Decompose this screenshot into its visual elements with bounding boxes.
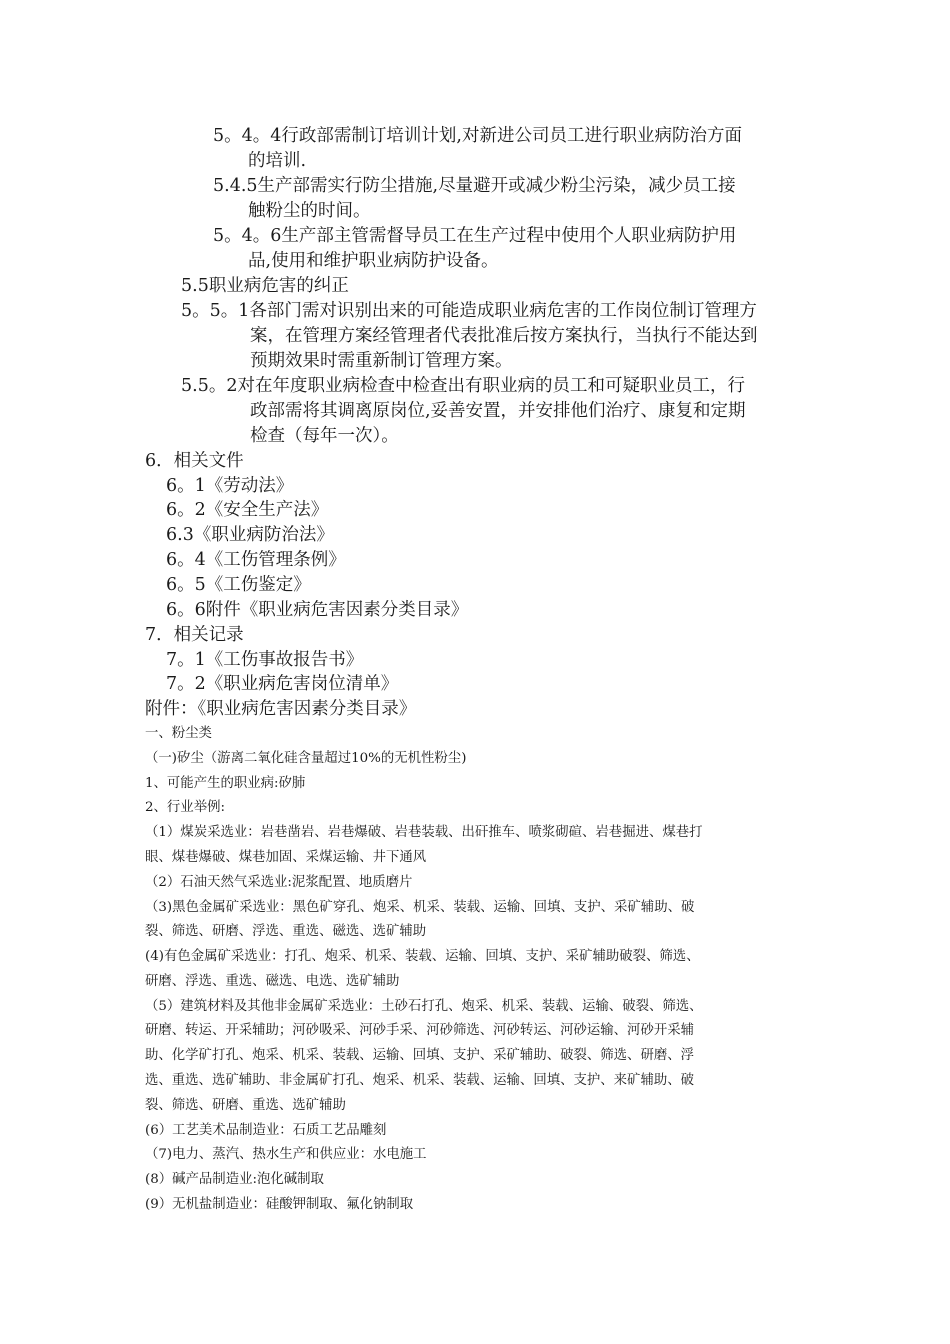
appendix-line: 裂、筛选、研磨、重选、选矿辅助	[145, 1098, 346, 1113]
appendix-line: 眼、煤巷爆破、煤巷加固、采煤运输、井下通风	[145, 850, 427, 865]
appendix-line: （5）建筑材料及其他非金属矿采选业：土砂石打孔、炮采、机采、装载、运输、破裂、筛选、	[145, 999, 703, 1014]
appendix-line: 2、行业举例:	[145, 800, 225, 815]
heading-section-7: 7．相关记录	[145, 625, 244, 645]
section6-item-1: 6。1《劳动法》	[166, 476, 294, 496]
section6-item-4: 6。4《工伤管理条例》	[166, 550, 346, 570]
appendix-line: (6）工艺美术品制造业：石质工艺品雕刻	[145, 1123, 387, 1138]
item-5-4-4-line-1: 5。4。4行政部需制订培训计划,对新进公司员工进行职业病防治方面	[213, 126, 742, 146]
appendix-line: (8）碱产品制造业:泡化碱制取	[145, 1172, 324, 1187]
appendix-line: 1、可能产生的职业病:矽肺	[145, 776, 306, 791]
appendix-line: (4)有色金属矿采选业：打孔、炮采、机采、装载、运输、回填、支护、采矿辅助破裂、筛选、	[145, 949, 700, 964]
heading-section-6: 6．相关文件	[145, 451, 244, 471]
item-5-4-4-line-2: 的培训.	[248, 151, 307, 171]
item-5-5-2-line-3: 检查（每年一次）。	[250, 426, 399, 446]
item-5-5-1-line-2: 案，在管理方案经管理者代表批准后按方案执行，当执行不能达到	[250, 326, 758, 346]
section6-item-5: 6。5《工伤鉴定》	[166, 575, 311, 595]
appendix-line: （7)电力、蒸汽、热水生产和供应业：水电施工	[145, 1147, 427, 1162]
appendix-line: 研磨、转运、开采辅助；河砂吸采、河砂手采、河砂筛选、河砂转运、河砂运输、河砂开采辅	[145, 1023, 695, 1038]
item-5-5-1-line-1: 5。5。1各部门需对识别出来的可能造成职业病危害的工作岗位制订管理方	[181, 301, 757, 321]
item-5-4-5-line-1: 5.4.5生产部需实行防尘措施,尽量避开或减少粉尘污染，减少员工接	[213, 176, 736, 196]
heading-5-5: 5.5职业病危害的纠正	[181, 276, 349, 296]
section7-item-1: 7。1《工伤事故报告书》	[166, 650, 364, 670]
item-5-4-6-line-1: 5。4。6生产部主管需督导员工在生产过程中使用个人职业病防护用	[213, 226, 737, 246]
appendix-line: 裂、筛选、研磨、浮选、重选、磁选、选矿辅助	[145, 924, 427, 939]
item-5-5-1-line-3: 预期效果时需重新制订管理方案。	[250, 351, 513, 371]
item-5-5-2-line-1: 5.5。2对在年度职业病检查中检查出有职业病的员工和可疑职业员工，行	[181, 376, 745, 396]
item-5-4-6-line-2: 品,使用和维护职业病防护设备。	[248, 251, 499, 271]
item-5-5-2-line-2: 政部需将其调离原岗位,妥善安置，并安排他们治疗、康复和定期	[250, 401, 746, 421]
appendix-line: （3)黑色金属矿采选业：黑色矿穿孔、炮采、机采、装载、运输、回填、支护、采矿辅助、破	[145, 900, 695, 915]
appendix-line: 一、粉尘类	[145, 726, 212, 741]
item-5-4-5-line-2: 触粉尘的时间。	[248, 201, 371, 221]
appendix-line: (9）无机盐制造业：硅酸钾制取、氟化钠制取	[145, 1197, 414, 1212]
section6-item-6: 6。6附件《职业病危害因素分类目录》	[166, 600, 469, 620]
section7-item-2: 7。2《职业病危害岗位清单》	[166, 674, 399, 694]
appendix-line: 选、重选、选矿辅助、非金属矿打孔、炮采、机采、装载、运输、回填、支护、来矿辅助、破	[145, 1073, 695, 1088]
appendix-line: （一)矽尘（游离二氧化硅含量超过10%的无机性粉尘)	[145, 751, 467, 766]
appendix-line: （1）煤炭采选业：岩巷凿岩、岩巷爆破、岩巷装载、出矸推车、喷浆砌碹、岩巷掘进、煤巷打	[145, 825, 703, 840]
section6-item-2: 6。2《安全生产法》	[166, 500, 329, 520]
section6-item-3: 6.3《职业病防治法》	[166, 525, 334, 545]
appendix-line: 助、化学矿打孔、炮采、机采、装载、运输、回填、支护、采矿辅助、破裂、筛选、研磨、浮	[145, 1048, 695, 1063]
appendix-line: （2）石油天然气采选业:泥浆配置、地质磨片	[145, 875, 413, 890]
appendix-line: 研磨、浮选、重选、磁选、电选、选矿辅助	[145, 974, 400, 989]
appendix-title: 附件：《职业病危害因素分类目录》	[145, 699, 417, 719]
